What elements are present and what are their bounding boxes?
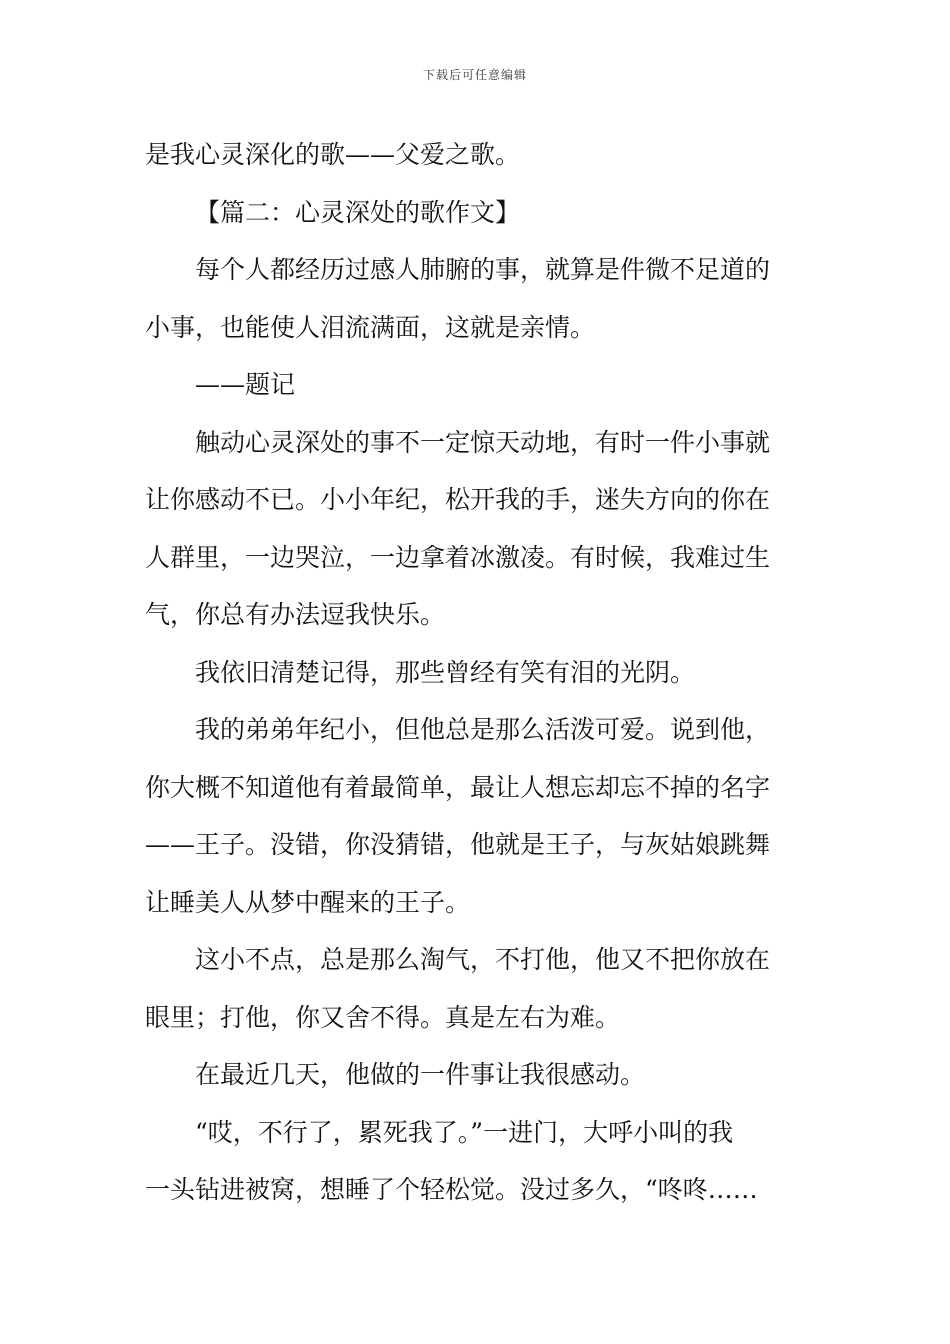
text-line: 每个人都经历过感人肺腑的事，就算是件微不足道的 bbox=[195, 255, 771, 284]
text-line: “哎，不行了，累死我了。”一进门，大呼小叫的我 bbox=[195, 1117, 734, 1147]
text-line: 触动心灵深处的事不一定惊天动地，有时一件小事就 bbox=[195, 427, 771, 457]
text-line: 小事，也能使人泪流满面，这就是亲情。 bbox=[145, 312, 596, 342]
page-header: 下载后可任意编辑 bbox=[422, 68, 527, 82]
text-line: 眼里；打他，你又舍不得。真是左右为难。 bbox=[145, 1002, 621, 1032]
text-line: 是我心灵深化的歌——父爱之歌。 bbox=[145, 140, 521, 169]
text-line: 让你感动不已。小小年纪，松开我的手，迷失方向的你在 bbox=[145, 485, 771, 514]
text-line: 我依旧清楚记得，那些曾经有笑有泪的光阴。 bbox=[195, 657, 696, 687]
text-line: 让睡美人从梦中醒来的王子。 bbox=[145, 887, 471, 917]
epigraph-attribution: ——题记 bbox=[195, 370, 296, 399]
text-line: ——王子。没错，你没猜错，他就是王子，与灰姑娘跳舞 bbox=[145, 830, 771, 859]
text-line: 在最近几天，他做的一件事让我很感动。 bbox=[195, 1060, 646, 1089]
text-line: 你大概不知道他有着最简单，最让人想忘却忘不掉的名字 bbox=[145, 772, 771, 802]
text-line: 这小不点，总是那么淘气，不打他，他又不把你放在 bbox=[195, 945, 771, 974]
document-body bbox=[145, 126, 805, 1219]
text-line: 我的弟弟年纪小，但他总是那么活泼可爱。说到他， bbox=[195, 715, 771, 744]
text-line: 气，你总有办法逗我快乐。 bbox=[145, 600, 446, 629]
text-line: 人群里，一边哭泣，一边拿着冰激凌。有时候，我难过生 bbox=[145, 542, 771, 572]
text-line: 一头钻进被窝，想睡了个轻松觉。没过多久，“咚咚…… bbox=[145, 1175, 758, 1204]
section-heading: 【篇二：心灵深处的歌作文】 bbox=[195, 197, 521, 227]
